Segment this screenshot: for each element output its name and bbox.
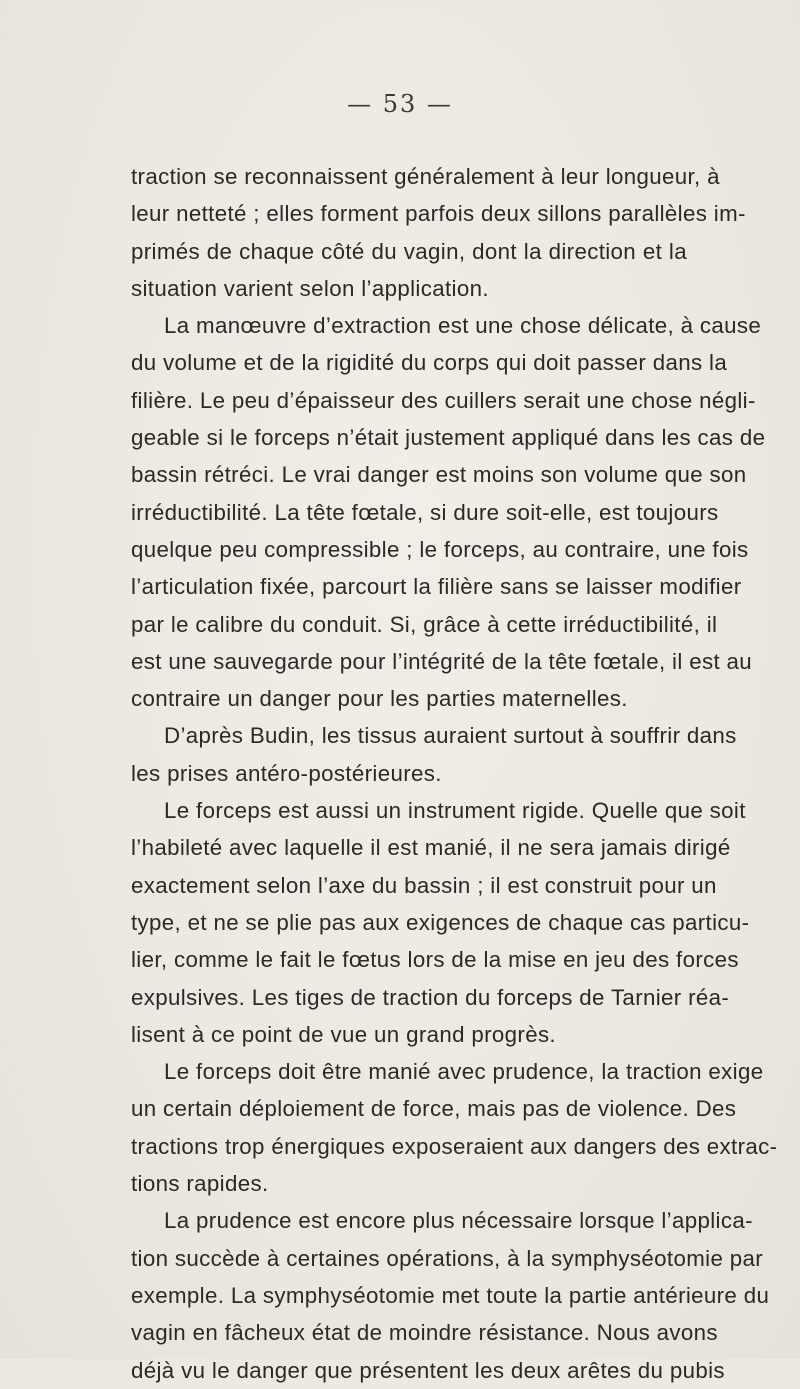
text-line: tion succède à certaines opérations, à la symphyséotomie par — [131, 1245, 764, 1271]
text-line: Le forceps est aussi un instrument rigide. Quelle que soit — [164, 798, 746, 824]
text-line: situation varient selon l’application. — [131, 275, 489, 301]
text-line: lisent à ce point de vue un grand progrès. — [131, 1021, 556, 1047]
text-line: l’articulation fixée, parcourt la filière sans se laisser modifier — [131, 574, 742, 600]
text-line: lier, comme le fait le fœtus lors de la mise en jeu des forces — [131, 947, 739, 973]
text-line: vagin en fâcheux état de moindre résistance. Nous avons — [131, 1320, 718, 1346]
text-line: Le forceps doit être manié avec prudence, la traction exige — [164, 1059, 764, 1085]
text-line: tractions trop énergiques exposeraient aux dangers des extrac- — [131, 1133, 778, 1159]
text-line: primés de chaque côté du vagin, dont la direction et la — [131, 238, 687, 264]
text-line: tions rapides. — [131, 1171, 269, 1197]
text-line: type, et ne se plie pas aux exigences de chaque cas particu- — [131, 909, 750, 935]
text-line: leur netteté ; elles forment parfois deux sillons parallèles im- — [131, 201, 746, 227]
text-line: du volume et de la rigidité du corps qui doit passer dans la — [131, 350, 728, 376]
text-line: un certain déploiement de force, mais pas de violence. Des — [131, 1096, 737, 1122]
text-line: contraire un danger pour les parties maternelles. — [131, 686, 628, 712]
text-line: geable si le forceps n’était justement appliqué dans les cas de — [131, 425, 766, 451]
body-text — [131, 158, 778, 1389]
text-line: l’habileté avec laquelle il est manié, il ne sera jamais dirigé — [131, 835, 731, 861]
text-line: bassin rétréci. Le vrai danger est moins son volume que son — [131, 462, 747, 488]
text-line: quelque peu compressible ; le forceps, au contraire, une fois — [131, 536, 749, 562]
text-line: D’après Budin, les tissus auraient surtout à souffrir dans — [164, 723, 737, 749]
text-line: est une sauvegarde pour l’intégrité de la tête fœtale, il est au — [131, 648, 753, 674]
text-line: filière. Le peu d’épaisseur des cuillers serait une chose négli- — [131, 387, 756, 413]
text-line: exactement selon l’axe du bassin ; il est construit pour un — [131, 872, 717, 898]
text-line: les prises antéro-postérieures. — [131, 760, 442, 786]
text-line: La prudence est encore plus nécessaire lorsque l’applica- — [164, 1208, 753, 1234]
page-number: — 53 — — [347, 90, 453, 118]
text-line: irréductibilité. La tête fœtale, si dure soit-elle, est toujours — [131, 499, 719, 525]
text-line: La manœuvre d’extraction est une chose délicate, à cause — [164, 313, 762, 339]
text-line: expulsives. Les tiges de traction du forceps de Tarnier réa- — [131, 984, 730, 1010]
text-line: traction se reconnaissent généralement à leur longueur, à — [131, 164, 720, 189]
text-line: exemple. La symphyséotomie met toute la partie antérieure du — [131, 1282, 770, 1308]
text-line: déjà vu le danger que présentent les deux arêtes du pubis — [131, 1357, 725, 1383]
text-line: par le calibre du conduit. Si, grâce à cette irréductibilité, il — [131, 611, 718, 637]
